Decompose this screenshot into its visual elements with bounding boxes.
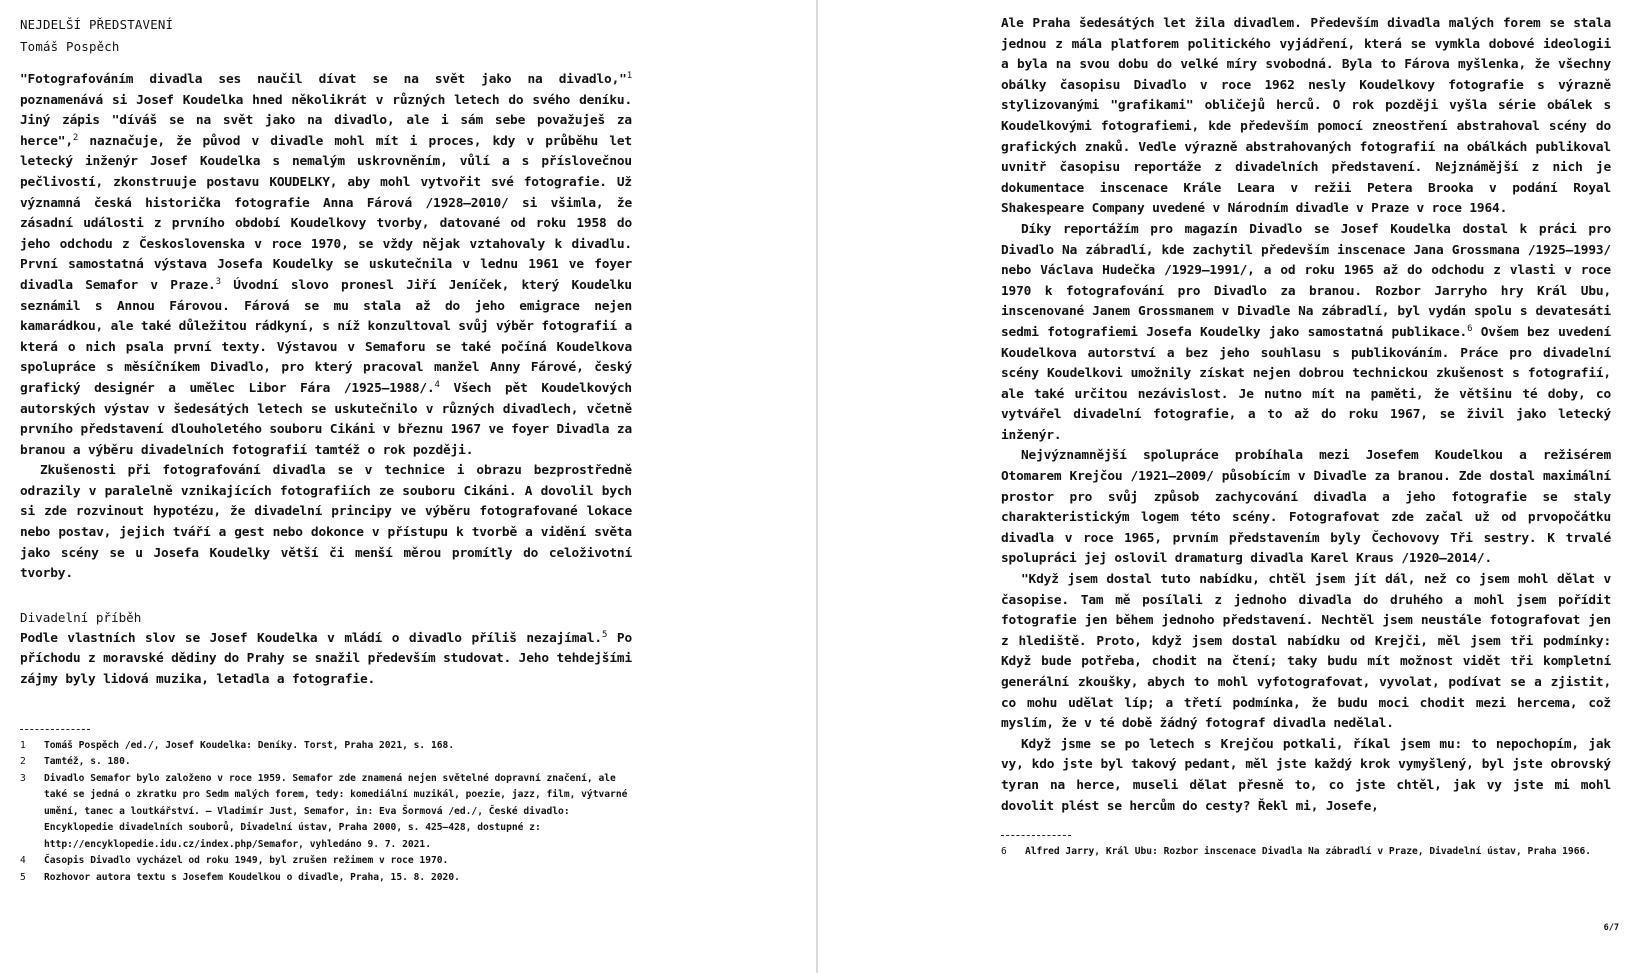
footnote-number: 3	[20, 772, 26, 784]
footnote-ref[interactable]: 5	[601, 629, 608, 640]
footnote-ref[interactable]: 6	[1467, 323, 1473, 334]
paragraph	[20, 70, 632, 461]
right-page-content	[1001, 14, 1611, 861]
footnote-ref[interactable]: 4	[434, 379, 440, 390]
paragraph-text: poznamenává si Josef Koudelka hned několikrát v různých letech do svého deníku. Jiný zápis "díváš se na svět jako na divadlo, ale i sám sebe považuješ za herce",	[20, 92, 632, 149]
paragraph	[1001, 220, 1611, 447]
footnote	[20, 771, 632, 854]
footnote-divider	[20, 729, 90, 730]
footnote-text: Tomáš Pospěch /ed./, Josef Koudelka: Deníky. Torst, Praha 2021, s. 168.	[44, 739, 455, 751]
paragraph-text: Podle vlastních slov se Josef Koudelka v mládí o divadlo příliš nezajímal.	[20, 630, 602, 646]
footnote	[20, 853, 632, 870]
footnote-ref[interactable]: 3	[215, 276, 221, 287]
footnote-text: Divadlo Semafor bylo založeno v roce 1959. Semafor zde znamená nejen světelné dopravní značení, ale také se jedná o zkratku pro Sedm malých forem, tedy: komediální muzikál, poezie, jazz, film, výtvarné umění, tanec a loutkářství. – Vladimír Just, Semafor, in: Eva Šormová /ed./, České divadlo: Encyklopedie divadelních souborů, Divadelní ústav, Praha 2000, s. 425–428, dostupné z: http://encyklopedie.idu.cz/index.php/Semafor, vyhledáno 9. 7. 2021.	[44, 772, 628, 850]
footnote-ref[interactable]: 2	[72, 132, 79, 143]
footnote-ref[interactable]: 1	[626, 71, 632, 81]
footnote-number: 5	[20, 871, 26, 883]
paragraph-text: Díky reportážím pro magazín Divadlo se Josef Koudelka dostal k práci pro Divadlo Na zábradlí, kde zachytil především inscenace Jana Grossmana /1925–1993/ nebo Václava Hudečka /1929–1991/, a od roku 1965 až do odchodu z vlasti v roce 1970 k fotografování pro Divadlo za branou. Rozbor Jarryho hry Král Ubu, inscenované Janem Grossmanem v Divadle Na zábradlí, byl vydán spolu s devatesáti sedmi fotografiemi Josefa Koudelky jako samostatná publikace.	[1001, 221, 1611, 340]
footnote-text: Tamtéž, s. 180.	[44, 756, 131, 768]
paragraph: Když jsme se po letech s Krejčou potkali, říkal jsem mu: to nepochopím, jak vy, kdo jste byl takový pedant, měl jste každý krok vymyšlený, byl jste obrovský tyran na herce, museli dělat přesně to, co jste chtěl, jak vy jste mi mohl dovolit plést se hercům do cesty? Řekl mi, Josefe,	[1001, 736, 1611, 814]
paragraph: Ale Praha šedesátých let žila divadlem. Především divadla malých forem se stala jednou z mála platforem politického vyjádření, která se vymkla dobové ideologii a byla na svou dobu do velké míry svobodná. Byla to Fárova myšlenka, že všechny obálky časopisu Divadlo v roce 1962 nesly Koudelkovy fotografie s výrazně stylizovanými "grafikami" obličejů herců. O rok později vyšla série obálek s Koudelkovými fotografiemi, kde především pomocí zneostření abstrahoval scény do grafických znaků. Vedle výrazně abstrahovaných fotografií na obálkách publikoval uvnitř časopisu reportáže z divadelních představení. Nejznámější z nich je dokumentace inscenace Krále Leara v režii Petera Brooka v podání Royal Shakespeare Company uvedené v Národním divadle v Praze v roce 1964.	[1001, 16, 1611, 217]
paragraph-text: Všech pět Koudelkových autorských výstav v šedesátých letech se uskutečnilo v různých divadlech, včetně prvního představení dlouholetého souboru Cikáni v březnu 1967 ve foyer Divadla za branou a výběru divadelních fotografií tamtéž o rok později.	[20, 380, 632, 458]
paragraph-text: Po příchodu z moravské dědiny do Prahy se snažil především studovat. Jeho tehdejšími zájmy byly lidová muzika, letadla a fotografie.	[20, 630, 632, 688]
footnote-text: Alfred Jarry, Král Ubu: Rozbor inscenace Divadla Na zábradlí v Praze, Divadelní ústav, Praha 1966.	[1025, 846, 1592, 858]
footnote	[20, 738, 632, 755]
paragraph	[20, 629, 632, 691]
footnote-divider	[1001, 835, 1071, 836]
paragraph: Nejvýznamnější spolupráce probíhala mezi Josefem Koudelkou a režisérem Otomarem Krejčou /1921–2009/ působícím v Divadle za branou. Zde dostal maximální prostor pro svůj způsob zachycování divadla a jeho fotografie se staly charakteristickým logem této scény. Fotografovat zde začal už od prvopočátku divadla v roce 1965, prvním představením byly Čechovovy Tři sestry. K trvalé spolupráci jej oslovil dramaturg divadla Karel Kraus /1920–2014/.	[1001, 448, 1611, 567]
footnote-number: 6	[1001, 846, 1007, 858]
footnote-number: 4	[20, 855, 26, 867]
page-title: NEJDELŠÍ PŘEDSTAVENÍ	[20, 17, 174, 32]
right-page	[818, 0, 1637, 973]
paragraph-text: Úvodní slovo pronesl Jiří Jeníček, který Koudelku seznámil s Annou Fárovou. Fárová se mu stala až do jeho emigrace nejen kamarádkou, ale také důležitou rádkyní, s níž konzultoval svůj výběr fotografií a která o nich psala první texty. Výstavou v Semaforu se také počíná Koudelkova spolupráce s měsíčníkem Divadlo, pro který pracoval manžel Anny Fárové, český grafický designér a umělec Libor Fára /1925–1988/.	[20, 277, 632, 396]
left-page-content	[20, 14, 632, 886]
paragraph-text: naznačuje, že původ v divadle mohl mít i proces, kdy v průběhu let letecký inženýr Josef Koudelka s nemalým uskrovněním, vůlí a s příslovečnou pečlivostí, zkonstruuje postavu KOUDELKY, aby mohl vytvořit své fotografie. Už významná česká historička fotografie Anna Fárová /1928–2010/ si všimla, že zásadní události z prvního období Koudelkovy tvorby, datované od roku 1958 do jeho odchodu z Československa v roce 1970, se vždy nějak vztahovaly k divadlu. První samostatná výstava Josefa Koudelky se uskutečnila v lednu 1961 ve foyer divadla Semafor v Praze.	[20, 133, 632, 293]
author-name: Tomáš Pospěch	[20, 39, 120, 54]
section-heading: Divadelní příběh	[20, 609, 142, 625]
footnote	[1001, 844, 1611, 861]
paragraph-text: Ovšem bez uvedení Koudelkova autorství a bez jeho souhlasu s publikováním. Práce pro divadelní scény Koudelkovi umožnily získat nejen dobrou technickou zkušenost s fotografií, ale také určitou nezávislost. Je nutno mít na paměti, že většinu té doby, co vytvářel divadelní fotografie, a to až do roku 1967, se živil jako letecký inženýr.	[1001, 324, 1611, 443]
footnote-text: Časopis Divadlo vycházel od roku 1949, byl zrušen režimem v roce 1970.	[44, 855, 449, 867]
quote-paragraph: "Když jsem dostal tuto nabídku, chtěl jsem jít dál, než co jsem mohl dělat v časopise. Tam mě posílali z jednoho divadla do druhého a mohl jsem pořídit fotografie jen během jednoho představení. Nechtěl jsem neustále fotografovat jen z hlediště. Proto, když jsem dostal nabídku od Krejči, měl jsem tři podmínky: Když bude potřeba, chodit na čtení; taky budu mít možnost vidět tři kompletní generální zkoušky, abych to mohl vyfotografovat, vyvolat, podívat se a zjistit, co mohu udělat líp; a třetí podmínka, že budu moci chodit mezi hercema, což myslím, že v té době žádný fotograf divadla nedělal.	[1001, 572, 1611, 732]
footnotes-list	[20, 738, 632, 887]
footnote	[20, 870, 632, 887]
footnotes-list	[1001, 844, 1611, 861]
footnote-text: Rozhovor autora textu s Josefem Koudelkou o divadle, Praha, 15. 8. 2020.	[44, 871, 460, 883]
left-page	[0, 0, 816, 973]
paragraph-text: "Fotografováním divadla ses naučil dívat se na svět jako na divadlo,"	[20, 72, 627, 87]
footnote	[20, 754, 632, 771]
page-number: 6/7	[1603, 923, 1619, 933]
footnote-number: 2	[20, 756, 26, 768]
footnote-number: 1	[20, 739, 26, 751]
paragraph: Zkušenosti při fotografování divadla se v technice i obrazu bezprostředně odrazily v paralelně vznikajících fotografiích ze souboru Cikáni. A dovolil bych si zde rozvinout hypotézu, že divadelní principy ve výběru fotografované lokace nebo postav, jejich tváří a gest nebo dokonce v přístupu k tvorbě a vidění světa jako scény se u Josefa Koudelky větší či menší měrou promítly do celoživotní tvorby.	[20, 463, 632, 582]
